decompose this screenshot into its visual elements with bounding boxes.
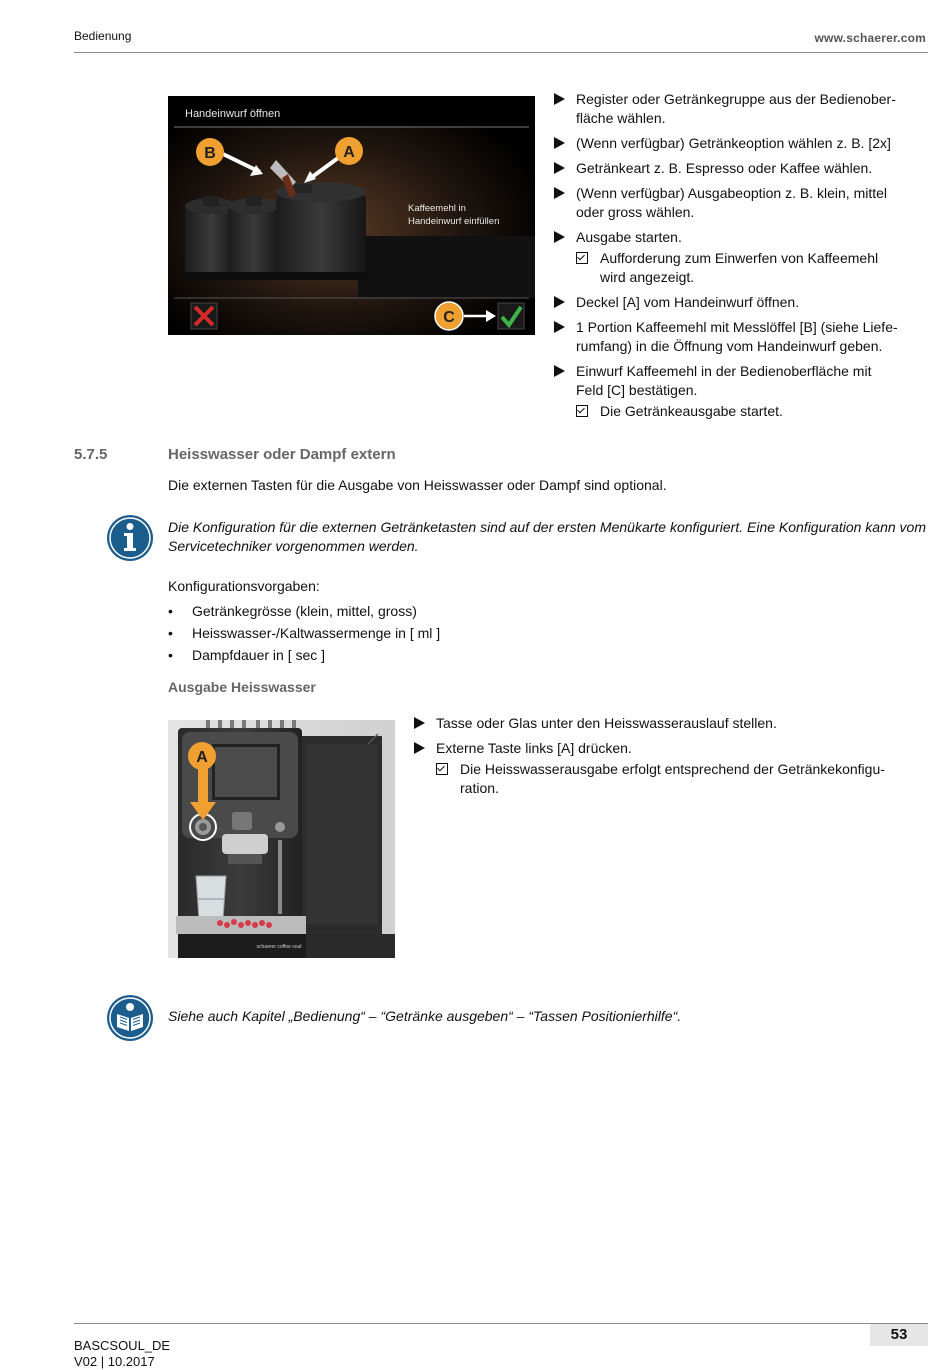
cancel-button[interactable] (191, 303, 217, 329)
step-text: Ausgabe starten. (576, 229, 682, 245)
checkbox-icon (576, 252, 588, 264)
config-heading: Konfigurationsvorgaben: (168, 578, 320, 594)
step-arrow-icon (554, 162, 565, 174)
steps-bottom-list (414, 714, 930, 804)
footer-rule (74, 1323, 928, 1324)
step-text: Einwurf Kaffeemehl in der Bedienoberfläche mit Feld [C] bestätigen. (576, 363, 872, 398)
page-number: 53 (870, 1324, 928, 1346)
step-arrow-icon (554, 93, 565, 105)
step-text: Register oder Getränkegruppe aus der Bedienober- fläche wählen. (576, 91, 896, 126)
subheading-ausgabe-heisswasser: Ausgabe Heisswasser (168, 679, 316, 695)
step-text: (Wenn verfügbar) Getränkeoption wählen z. B. [2x] (576, 135, 891, 151)
config-item: • Heisswasser-/Kaltwassermenge in [ ml ] (168, 624, 440, 643)
step-arrow-icon (554, 137, 565, 149)
checkbox-icon (436, 763, 448, 775)
step-arrow-icon (554, 365, 565, 377)
step-arrow-icon (414, 717, 425, 729)
info-note-text: Die Konfiguration für die externen Getränketasten sind auf der ersten Menükarte konfiguriert. Eine Konfiguration kann vom Servicetechniker vorgenommen werden. (168, 519, 926, 554)
section-number: 5.7.5 (74, 446, 108, 463)
step-arrow-icon (554, 231, 565, 243)
label-c: C (443, 309, 455, 326)
step-item (554, 90, 930, 128)
step-text: Externe Taste links [A] drücken. (436, 740, 632, 756)
step-item (414, 714, 930, 733)
label-b: B (204, 145, 216, 162)
steps-top-list (554, 90, 930, 427)
step-item (554, 362, 930, 400)
step-result (414, 760, 930, 798)
result-text: Die Getränkeausgabe startet. (600, 403, 783, 419)
footer-doc-code: BASCSOUL_DE (74, 1338, 171, 1353)
step-result (554, 249, 930, 287)
step-result (554, 402, 930, 421)
section-intro: Die externen Tasten für die Ausgabe von Heisswasser oder Dampf sind optional. (168, 477, 667, 493)
result-text: Die Heisswasserausgabe erfolgt entsprechend der Getränkekonfigu- ration. (460, 761, 885, 796)
step-item (554, 228, 930, 247)
screen-title: Handeinwurf öffnen (185, 108, 281, 120)
canister-middle (228, 196, 280, 276)
checkbox-icon (576, 405, 588, 417)
see-also-text: Siehe auch Kapitel „Bedienung“ – “Getränke ausgeben“ – “Tassen Positionierhilfe“. (168, 1008, 682, 1024)
info-icon (106, 514, 154, 562)
handeinwurf-screen-figure (168, 96, 535, 335)
coffee-machine-figure (168, 720, 395, 958)
label-a: A (343, 144, 355, 161)
step-item (414, 739, 930, 758)
footer-doc-info (74, 1338, 170, 1370)
book-reference-icon (106, 994, 154, 1042)
step-item (554, 134, 930, 153)
step-text: Getränkeart z. B. Espresso oder Kaffee wählen. (576, 160, 873, 176)
footer-version: V02 | 10.2017 (74, 1354, 155, 1369)
step-arrow-icon (554, 296, 565, 308)
config-item: • Dampfdauer in [ sec ] (168, 646, 440, 665)
screen-caption-line1: Kaffeemehl in (408, 203, 466, 214)
header-section-label: Bedienung (74, 29, 132, 43)
screen-caption-line2: Handeinwurf einfüllen (408, 216, 500, 227)
label-a: A (196, 749, 208, 766)
machine-brand-text: schaerer coffee soul (256, 944, 302, 950)
header-rule (74, 52, 928, 53)
confirm-button[interactable] (498, 303, 524, 329)
section-title: Heisswasser oder Dampf extern (168, 446, 396, 463)
result-text: Aufforderung zum Einwerfen von Kaffeemehl wird angezeigt. (600, 250, 879, 285)
step-item (554, 318, 930, 356)
step-arrow-icon (554, 187, 565, 199)
header-website[interactable]: www.schaerer.com (814, 31, 926, 45)
step-text: Tasse oder Glas unter den Heisswasserauslauf stellen. (436, 715, 777, 731)
config-list (168, 602, 440, 668)
step-item (554, 184, 930, 222)
step-item (554, 159, 930, 178)
step-text: 1 Portion Kaffeemehl mit Messlöffel [B] (siehe Liefe- rumfang) in die Öffnung vom Handeinwurf geben. (576, 319, 898, 354)
step-arrow-icon (414, 742, 425, 754)
step-text: (Wenn verfügbar) Ausgabeoption z. B. klein, mittel oder gross wählen. (576, 185, 888, 220)
step-item (554, 293, 930, 312)
step-arrow-icon (554, 321, 565, 333)
config-item: • Getränkegrösse (klein, mittel, gross) (168, 602, 440, 621)
step-text: Deckel [A] vom Handeinwurf öffnen. (576, 294, 800, 310)
